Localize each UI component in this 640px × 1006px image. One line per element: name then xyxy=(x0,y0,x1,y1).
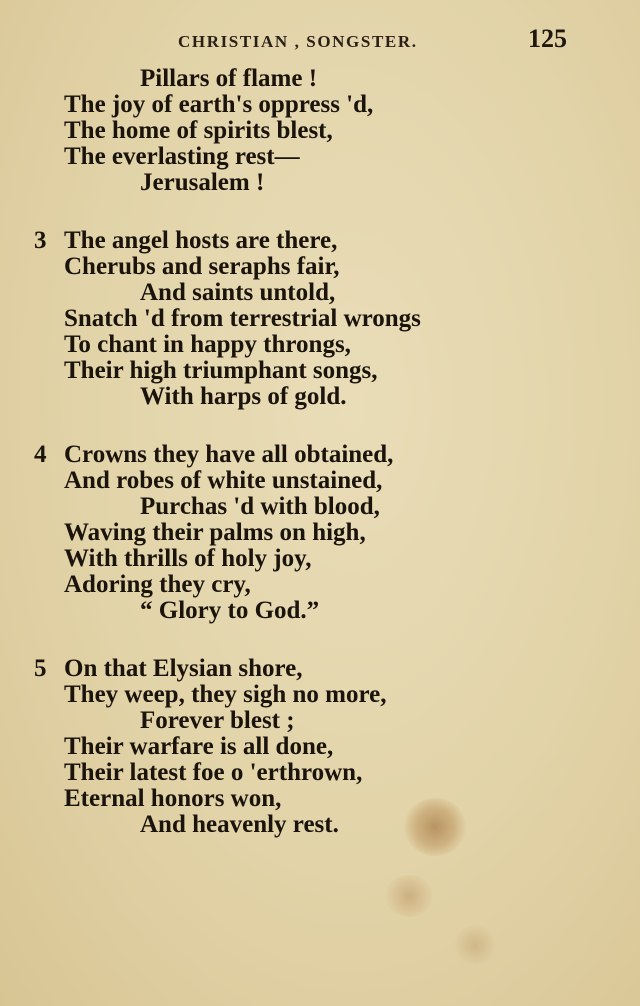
verse-line: On that Elysian shore, xyxy=(64,655,303,682)
verse-line: Forever blest ; xyxy=(140,707,295,734)
verse-line: Their warfare is all done, xyxy=(64,733,334,760)
verse-line: Their high triumphant songs, xyxy=(64,357,378,384)
stanza-number: 5 xyxy=(34,655,47,682)
verse-line: Pillars of flame ! xyxy=(140,65,318,92)
verse-line: Their latest foe o 'erthrown, xyxy=(64,759,363,786)
page-number: 125 xyxy=(528,24,567,53)
verse-line: “ Glory to God.” xyxy=(140,597,320,624)
verse-line: Cherubs and seraphs fair, xyxy=(64,253,340,280)
paper-stain xyxy=(455,925,495,965)
verse-line: The angel hosts are there, xyxy=(64,227,338,254)
verse-line: And heavenly rest. xyxy=(140,811,339,838)
verse-line: And robes of white unstained, xyxy=(64,467,383,494)
verse-line: With harps of gold. xyxy=(140,383,347,410)
verse-line: They weep, they sigh no more, xyxy=(64,681,387,708)
verse-line: Snatch 'd from terrestrial wrongs xyxy=(64,305,421,332)
stanza-number: 3 xyxy=(34,227,47,254)
verse-line: The joy of earth's oppress 'd, xyxy=(64,91,374,118)
stanza-number: 4 xyxy=(34,441,47,468)
verse-line: Eternal honors won, xyxy=(64,785,282,812)
verse-line: Waving their palms on high, xyxy=(64,519,366,546)
verse-line: To chant in happy throngs, xyxy=(64,331,351,358)
verse-line: The home of spirits blest, xyxy=(64,117,333,144)
verse-line: Crowns they have all obtained, xyxy=(64,441,394,468)
running-title: CHRISTIAN , SONGSTER. xyxy=(178,32,418,51)
paper-stain xyxy=(385,875,433,917)
paper-stain xyxy=(404,798,466,856)
verse-line: And saints untold, xyxy=(140,279,336,306)
verse-line: Adoring they cry, xyxy=(64,571,251,598)
verse-line: With thrills of holy joy, xyxy=(64,545,312,572)
page-header xyxy=(0,24,640,60)
verse-line: Jerusalem ! xyxy=(140,169,265,196)
verse-line: Purchas 'd with blood, xyxy=(140,493,380,520)
verse-line: The everlasting rest— xyxy=(64,143,300,170)
